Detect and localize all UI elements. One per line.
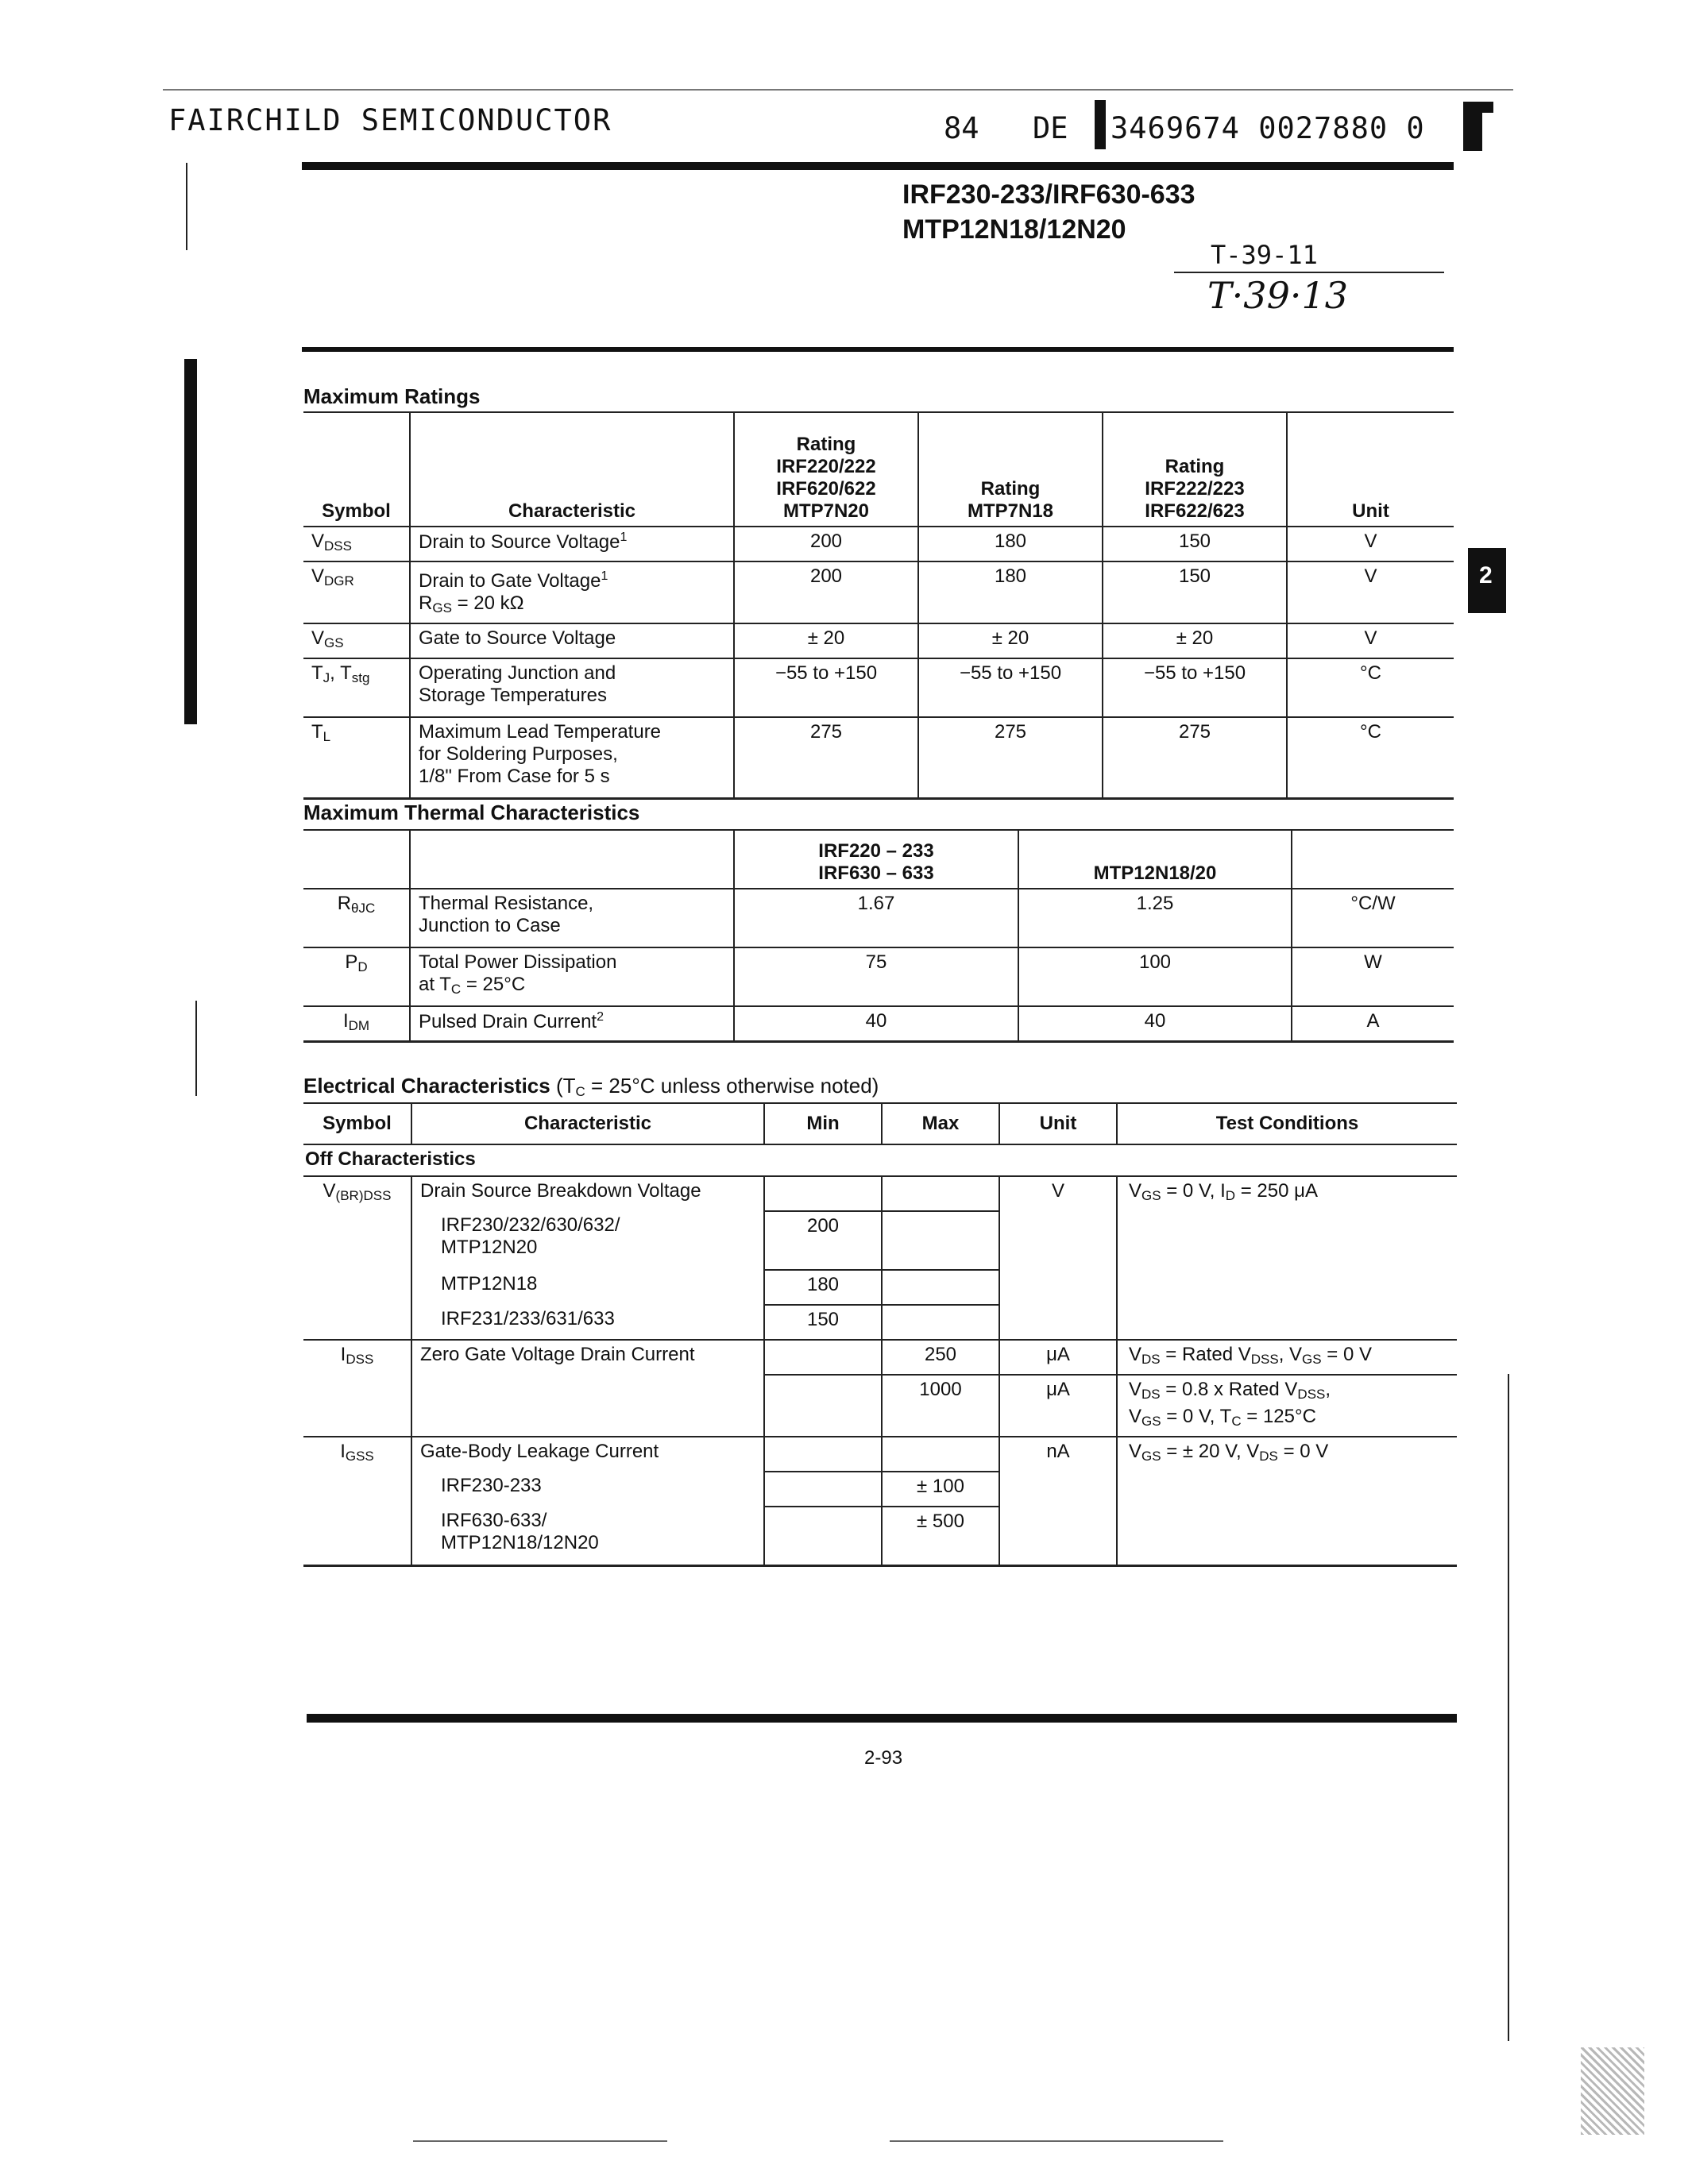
unit-cell: A xyxy=(1366,1010,1380,1032)
section-tab-number: 2 xyxy=(1479,562,1493,588)
col-rating1-header xyxy=(734,412,918,527)
thermal-title: Maximum Thermal Characteristics xyxy=(303,801,640,824)
value-cell: ± 20 xyxy=(918,623,1103,658)
symbol-cell: $V_{(BR)DSS}$ xyxy=(303,1176,411,1340)
header-code-b: DE xyxy=(1033,111,1068,145)
value-cell: 275 xyxy=(1103,717,1287,798)
part-cell: MTP12N18 xyxy=(411,1270,764,1305)
thermal-blank-header xyxy=(410,830,734,889)
symbol-cell: $T_L$ xyxy=(303,717,410,798)
unit-cell: °C/W xyxy=(1350,893,1396,914)
value-cell: 275 xyxy=(918,717,1103,798)
table-row xyxy=(303,1437,1457,1472)
elec-min-header: Min xyxy=(764,1103,882,1144)
rating3-header-l3: IRF622/623 xyxy=(1145,500,1245,522)
rating1-header-l2: IRF220/222 xyxy=(776,456,876,477)
symbol-cell: $P_D$ xyxy=(303,947,410,1006)
rating2-header-l2: MTP7N18 xyxy=(967,500,1054,522)
title-line-1: IRF230-233/IRF630-633 xyxy=(902,179,1196,210)
characteristic-cell: Zero Gate Voltage Drain Current xyxy=(411,1340,764,1437)
value-cell: 180 xyxy=(918,561,1103,623)
table-row xyxy=(303,947,1454,1006)
symbol-cell: $I_{GSS}$ xyxy=(303,1437,411,1565)
col-rating3-header xyxy=(1103,412,1287,527)
min-cell: 200 xyxy=(764,1211,882,1270)
thermal-col1-l2: IRF630 – 633 xyxy=(818,862,934,884)
company-name: FAIRCHILD SEMICONDUCTOR xyxy=(168,103,612,137)
table-row xyxy=(303,889,1454,947)
test-condition-cell: $V_{GS}$ = ± 20 V, $V_{DS} = 0$ V xyxy=(1129,1441,1329,1464)
characteristic-cell: Gate-Body Leakage Current xyxy=(411,1437,764,1472)
min-cell xyxy=(764,1375,882,1437)
max-cell xyxy=(882,1176,999,1211)
part-cell: IRF230-233 xyxy=(411,1472,764,1507)
test-condition-cell: $V_{DS} = 0.8$ x Rated $V_{DSS}$, $V_{GS} = 0$ V, $T_C = 125^\circ C$ xyxy=(1129,1379,1331,1429)
thermal-table xyxy=(303,829,1454,1043)
test-condition-cell: $V_{GS} = 0$ V, $I_D = 250$ μA xyxy=(1129,1180,1318,1203)
thermal-col2-header: MTP12N18/20 xyxy=(1018,830,1292,889)
part-cell: IRF230/232/630/632/ MTP12N20 xyxy=(411,1211,764,1270)
value-cell: 150 xyxy=(1103,561,1287,623)
value-cell: 40 xyxy=(734,1006,1018,1041)
min-cell xyxy=(764,1437,882,1472)
unit-cell: V xyxy=(1364,565,1377,587)
unit-cell: nA xyxy=(999,1437,1117,1565)
value-cell: 40 xyxy=(1018,1006,1292,1041)
min-cell xyxy=(764,1472,882,1507)
stamp-code-1: T-39-11 xyxy=(1211,240,1318,270)
table-row xyxy=(303,717,1454,798)
table-row xyxy=(303,1006,1454,1041)
rating1-header-l1: Rating xyxy=(796,434,856,455)
value-cell: 1.25 xyxy=(1018,889,1292,947)
title-rule xyxy=(302,347,1454,352)
col-symbol-header: Symbol xyxy=(303,412,410,527)
max-cell xyxy=(882,1270,999,1305)
unit-cell: °C xyxy=(1360,662,1381,684)
max-cell: 250 xyxy=(882,1340,999,1375)
characteristic-cell: Drain to Gate Voltage$^1$ $R_{GS} = 20$ kΩ xyxy=(410,561,734,623)
footer-rule xyxy=(307,1714,1457,1723)
value-cell: −55 to +150 xyxy=(734,658,918,717)
symbol-cell: $T_J$, $T_{stg}$ xyxy=(303,658,410,717)
margin-line xyxy=(186,163,187,250)
header-code-a: 84 xyxy=(944,111,979,145)
header-end-marker-corner xyxy=(1482,102,1493,113)
value-cell: 1.67 xyxy=(734,889,1018,947)
unit-cell: °C xyxy=(1360,721,1381,743)
unit-cell: W xyxy=(1364,951,1382,973)
characteristic-cell: Total Power Dissipation at $T_C = 25^\circ C$ xyxy=(410,947,734,1006)
value-cell: 200 xyxy=(734,527,918,561)
value-cell: 150 xyxy=(1103,527,1287,561)
rating1-header-l4: MTP7N20 xyxy=(782,500,870,522)
unit-cell: μA xyxy=(999,1340,1117,1375)
table-row xyxy=(303,623,1454,658)
electrical-title-line xyxy=(303,1074,879,1100)
min-cell xyxy=(764,1507,882,1565)
electrical-title: Electrical Characteristics xyxy=(303,1074,550,1098)
elec-symbol-header: Symbol xyxy=(303,1103,411,1144)
characteristic-cell: Drain to Source Voltage$^1$ xyxy=(410,527,734,561)
characteristic-cell: Operating Junction and Storage Temperatures xyxy=(410,658,734,717)
rating1-header-l3: IRF620/622 xyxy=(776,478,876,500)
min-cell: 150 xyxy=(764,1305,882,1340)
scan-artifact-line xyxy=(890,2140,1223,2142)
max-cell: ± 500 xyxy=(882,1507,999,1565)
elec-characteristic-header: Characteristic xyxy=(411,1103,764,1144)
off-characteristics-title: Off Characteristics xyxy=(305,1148,476,1170)
symbol-cell: $V_{DSS}$ xyxy=(303,527,410,561)
value-cell: 200 xyxy=(734,561,918,623)
value-cell: ± 20 xyxy=(1103,623,1287,658)
elec-test-header: Test Conditions xyxy=(1215,1113,1359,1134)
symbol-cell: $V_{GS}$ xyxy=(303,623,410,658)
rating3-header-l1: Rating xyxy=(1165,456,1225,477)
characteristic-cell: Gate to Source Voltage xyxy=(410,623,734,658)
scan-noise-patch xyxy=(1581,2047,1644,2135)
table-row xyxy=(303,1340,1457,1375)
top-scan-line xyxy=(163,89,1513,91)
characteristic-cell: Maximum Lead Temperature for Soldering Purposes, 1/8" From Case for 5 s xyxy=(410,717,734,798)
right-margin-line xyxy=(1508,1374,1509,2041)
value-cell: 180 xyxy=(918,527,1103,561)
value-cell: −55 to +150 xyxy=(1103,658,1287,717)
max-ratings-table xyxy=(303,411,1454,800)
electrical-table xyxy=(303,1102,1457,1567)
unit-cell: V xyxy=(999,1176,1117,1340)
symbol-cell: $V_{DGR}$ xyxy=(303,561,410,623)
header-marker xyxy=(1095,100,1106,149)
characteristic-cell: Thermal Resistance, Junction to Case xyxy=(410,889,734,947)
value-cell: 100 xyxy=(1018,947,1292,1006)
symbol-cell: $I_{DSS}$ xyxy=(303,1340,411,1437)
table-row xyxy=(303,561,1454,623)
max-cell xyxy=(882,1211,999,1270)
value-cell: −55 to +150 xyxy=(918,658,1103,717)
part-cell: IRF231/233/631/633 xyxy=(411,1305,764,1340)
margin-bar xyxy=(184,359,197,724)
stamp-underline xyxy=(1174,272,1444,273)
value-cell: 75 xyxy=(734,947,1018,1006)
max-cell: 1000 xyxy=(882,1375,999,1437)
header-end-marker xyxy=(1463,102,1482,151)
table-row xyxy=(303,658,1454,717)
rating3-header-l2: IRF222/223 xyxy=(1145,478,1245,500)
max-cell xyxy=(882,1305,999,1340)
characteristic-cell: Drain Source Breakdown Voltage xyxy=(411,1176,764,1211)
characteristic-cell: Pulsed Drain Current$^2$ xyxy=(410,1006,734,1041)
min-cell: 180 xyxy=(764,1270,882,1305)
unit-cell: μA xyxy=(999,1375,1117,1437)
max-cell xyxy=(882,1437,999,1472)
elec-unit-header: Unit xyxy=(999,1103,1117,1144)
col-rating2-header xyxy=(918,412,1103,527)
header-code-c: 3469674 0027880 0 xyxy=(1111,111,1425,145)
margin-line-2 xyxy=(195,1001,197,1096)
value-cell: 275 xyxy=(734,717,918,798)
min-cell xyxy=(764,1176,882,1211)
scan-artifact-line xyxy=(413,2140,667,2142)
thermal-col1-header xyxy=(734,830,1018,889)
header-rule xyxy=(302,162,1454,170)
test-condition-cell: $V_{DS}$ = Rated $V_{DSS}$, $V_{GS} = 0$ V xyxy=(1129,1344,1372,1367)
min-cell xyxy=(764,1340,882,1375)
electrical-condition: ($T_C = 25^\circ C$ unless otherwise noted) xyxy=(555,1074,879,1099)
thermal-unit-header xyxy=(1292,830,1454,889)
col-characteristic-header: Characteristic xyxy=(410,412,734,527)
symbol-cell: $R_{\theta JC}$ xyxy=(303,889,410,947)
table-row xyxy=(303,527,1454,561)
table-row xyxy=(303,1176,1457,1211)
page-number: 2-93 xyxy=(864,1747,903,1769)
thermal-blank-header xyxy=(303,830,410,889)
unit-cell: V xyxy=(1364,627,1377,649)
title-line-2: MTP12N18/12N20 xyxy=(902,214,1126,245)
rating2-header-l1: Rating xyxy=(980,478,1041,500)
thermal-col1-l1: IRF220 – 233 xyxy=(818,840,934,862)
elec-max-header: Max xyxy=(882,1103,999,1144)
max-ratings-title: Maximum Ratings xyxy=(303,384,481,408)
max-cell: ± 100 xyxy=(882,1472,999,1507)
value-cell: ± 20 xyxy=(734,623,918,658)
stamp-code-2: T·39·13 xyxy=(1207,274,1348,317)
part-cell: IRF630-633/ MTP12N18/12N20 xyxy=(411,1507,764,1565)
col-unit-header: Unit xyxy=(1352,500,1389,522)
symbol-cell: $I_{DM}$ xyxy=(303,1006,410,1041)
unit-cell: V xyxy=(1364,531,1377,552)
